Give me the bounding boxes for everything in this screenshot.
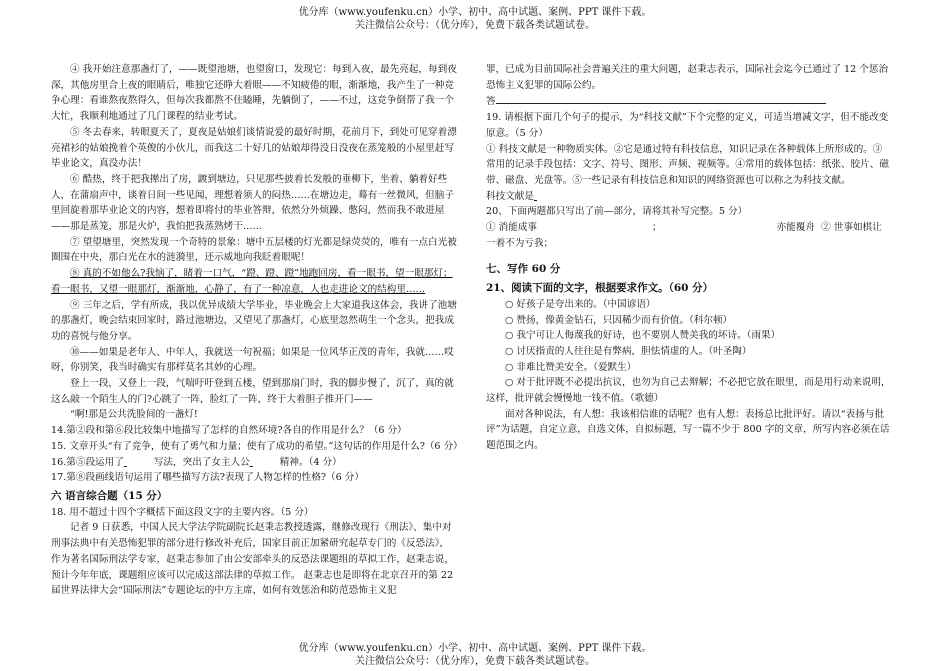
- answer-label: 答: [486, 96, 496, 108]
- paragraph-9: ⑨ 三年之后，学有所成，我以优异成绩大学毕业，毕业晚会上大家道我这体会，我讲了池塘的那盏灯，晚会结束回家时，路过池塘边，又望见了那盏灯，心底里忽然萌生一个念头，把我成功的喜悦与他分享。: [51, 299, 457, 342]
- answer-blank[interactable]: [124, 455, 154, 471]
- quote-1: ○ 好孩子是夸出来的。（中国谚语）: [505, 298, 656, 310]
- header-line-2: 关注微信公众号：（优分库），免费下载各类试题试卷。: [355, 20, 595, 31]
- quote-3: ○ 我宁可让人侮蔑我的好诗，也不要别人赞美我的坏诗。（雨果）: [505, 330, 781, 342]
- answer-blank[interactable]: [534, 189, 654, 205]
- quote-5: ○ 非难比赞美安全。（爱默生）: [505, 361, 637, 373]
- item-1-semicolon: ；: [652, 222, 662, 234]
- question-20-items: [486, 220, 891, 251]
- item-2: ② 世事如棋让一着不为亏我；: [486, 222, 882, 249]
- question-16-part-b: 写法，突出了女主人公: [153, 456, 250, 468]
- header-line-1: 优分库（www.youfenku.cn）小学、初中、高中试题、案例、PPT 课件下载。: [298, 7, 652, 18]
- question-20: 20、下面两题都只写出了前—部分，请将其补写完整。5 分）: [486, 206, 748, 218]
- answer-blank[interactable]: [496, 93, 826, 104]
- quote-6: ○ 对于批评既不必提出抗议，也勿为自己去辩解；不必把它放在眼里，而是用行动来说明，这样，批评就会慢慢地一钱不值。（歌德）: [486, 377, 891, 405]
- question-17: 17.第⑧段画线语句运用了哪些描写方法?表现了人物怎样的性格?（6 分）: [51, 472, 364, 484]
- spacer: [486, 251, 891, 259]
- quote-4: ○ 讨厌指责的人往往是有弊病，胆怯情虚的人。（叶圣陶）: [505, 345, 752, 357]
- paragraph-12: “啊!那是公共洗脸间的一盏灯!: [70, 409, 198, 421]
- definition-label: 科技文献是: [486, 190, 534, 202]
- page-header: [0, 6, 950, 32]
- answer-line: [486, 93, 891, 110]
- question-21: 21、阅读下面的文字，根据要求作文。（60 分）: [486, 282, 714, 295]
- right-column: [486, 62, 891, 454]
- paragraph-8: ⑧ 真的不如他么?我恼了，睹着一口气，“蹬、蹬、蹬”地跑回房，看一眼书，望一眼那灯；看一眼书，又望一眼那灯，渐渐地，心静了，有了一种凉意，人也走进论文的结构里……: [51, 268, 453, 295]
- paragraph-6: ⑥ 酷热，终于把我撵出了房，踱到塘边，只见那些披着长发般的垂柳下，坐着、躺着好些人，在蒲扇声中，谈着日间一些见闻，理想着须人的闷热……在塘边走，蓦有一丝微风，但脑子里回旋着那毕业论文的内容，想着即将付的毕业答辩，依然分外烦躁、憋闷，然而我不敢进屋——那是蒸笼，那是火炉，我怕把我蒸熟烤干……: [51, 173, 454, 233]
- paragraph-10: ⑩——如果是老年人、中年人，我就送一句祝福；如果是一位风华正茂的青年，我就……哎呀，你别笑，我当时确实有那样莫名其妙的心理。: [51, 346, 454, 374]
- answer-blank[interactable]: [250, 455, 280, 471]
- passage-18-continued: 罪，已成为目前国际社会普遍关注的重大问题，赵秉志表示，国际社会迄今已通过了 12 个惩治恐怖主义犯罪的国际公约。: [486, 64, 889, 91]
- definition-line: [486, 189, 891, 205]
- paragraph-7: ⑦ 望望塘里，突然发现一个奇特的景象：塘中五层楼的灯光都是绿荧荧的，唯有一点白光被圈围在中央，那白光在水的涟漪里，还示威地向我眨着眼呢！: [51, 236, 457, 264]
- question-14: 14.第②段和第⑥段比较集中地描写了怎样的自然环境?各自的作用是什么？（6 分）: [51, 425, 407, 437]
- question-16-part-a: 16.第⑤段运用了: [51, 456, 124, 468]
- paragraph-11: 登上一段，又登上一段，气喘吁吁登到五楼，望到那扇门时，我的脚步慢了，沉了，真的就这么敲一个陌生人的门?心跳了一阵，脸红了一阵，终于大着胆子推开门——: [51, 378, 454, 405]
- section-7-heading: 七、写作 60 分: [486, 263, 561, 276]
- item-1-end: 亦能覆舟: [776, 222, 815, 234]
- question-16: [51, 455, 458, 471]
- footer-line-1: 优分库（www.youfenku.cn）小学、初中、高中试题、案例、PPT 课件下载。: [298, 643, 652, 654]
- question-19: 19. 请根据下面几个句子的提示，为“科技文献”下个完整的定义，可适当增减文字，但不能改变原意。（5 分）: [486, 112, 889, 139]
- passage-18: 记者 9 日获悉，中国人民大学法学院副院长赵秉志教授透露，继修改现行《刑法》、集中对刑事法典中有关恐怖犯罪的部分进行修改补充后，国家目前正加紧研究起草专门的《反恐法》，作为著名国际刑法学专家，赵秉志参加了由公安部牵头的反恐法课题组的草拟工作，赵秉志说，预计今年年底，课题组应该可以完成这部法律的草拟工作。 赵秉志也是即将在北京召开的第 22 届世界法律大会“国际刑法”专题论坛的中方主席，如何有效惩治和防范恐怖主义犯: [51, 522, 454, 597]
- question-16-part-c: 精神。（4 分）: [279, 456, 342, 468]
- writing-prompt: 面对各种说法，有人想：我该相信谁的话呢？也有人想：表扬总比批评好。请以“表扬与批评”为话题，自定立意，自选文体，自拟标题，写一篇不少于 800 字的文章，所写内容必须在话题范围之内。: [486, 408, 890, 452]
- paragraph-4: ④ 我开始注意那盏灯了，——既望池塘，也望窗口，发现它：每到入夜，最先亮起，每到夜深，其他房里合上夜的眼睛后，唯独它还睁大着眼——不知疲倦的眼，渐渐地，我产生了一种竞争心理：看谁熬夜熬得久，但每次我都熬不住瞌睡，先躺倒了，——不过，这竞争倒帮了我一个大忙，我顺利地通过了几门课程的结业考试。: [51, 64, 457, 123]
- question-18: 18. 用不超过十四个字概括下面这段文字的主要内容。（5 分）: [51, 506, 314, 518]
- quote-2: ○ 赞扬，像黄金钻石，只因稀少而有价值。（科尔顿）: [505, 314, 733, 326]
- question-15: 15. 文章开头“有了竞争，使有了勇气和力量；使有了成功的希望。”这句话的作用是什么?（6 分）: [51, 440, 463, 452]
- item-1-start: ① 消能成事: [486, 222, 538, 234]
- paragraph-5: ⑤ 冬去春来，转眼夏天了，夏夜是姑娘们谈情说爱的最好时期，花前月下，到处可见穿着漂亮裙衫的姑娘挽着个英俊的小伙儿，而我这二十好几的姑娘却得没日没夜在蒸笼般的小屋里赶写毕业论文，真没办法！: [51, 126, 457, 170]
- page-footer: [0, 642, 950, 668]
- passage-19: ① 科技文献是一种物质实体。②它是通过特有科技信息，知识记录在各种载体上所形成的。③常用的记录手段包括：文字、符号、图形、声频、视频等。④常用的载体包括：纸张、胶片、磁带、磁盘、光盘等。⑤一些记录有科技信息和知识的网络资源也可以称之为科技文献。: [486, 143, 889, 186]
- footer-line-2: 关注微信公众号：（优分库），免费下载各类试题试卷。: [355, 656, 595, 667]
- section-6-heading: 六 语言综合题（15 分）: [51, 489, 168, 502]
- left-column: [51, 62, 463, 599]
